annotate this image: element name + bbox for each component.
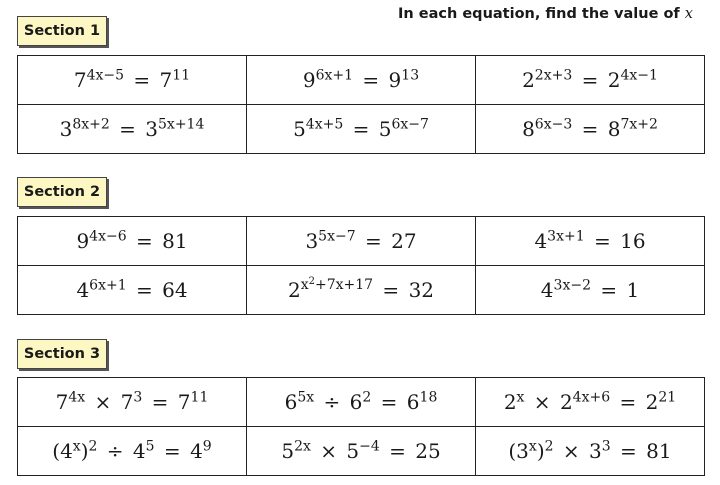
power-term [76, 278, 126, 302]
power-term [52, 439, 80, 463]
section-1-label: Section 1 [17, 16, 107, 46]
base: 3 [145, 117, 159, 141]
base: 6 [349, 390, 363, 414]
base: 5 [293, 117, 306, 141]
section-2-table [17, 216, 705, 315]
power-term [620, 229, 645, 253]
equation-cell [476, 56, 705, 105]
exponent: 3x+1 [547, 228, 585, 245]
power-term [76, 229, 126, 253]
operator: = [376, 278, 406, 302]
base: 3 [305, 229, 319, 253]
exponent: x [516, 389, 525, 406]
operator: = [127, 68, 157, 92]
equation-cell [476, 217, 705, 266]
equation-cell [476, 266, 705, 315]
equation-cell [18, 427, 247, 476]
operator: × [527, 390, 557, 414]
exponent: x [72, 438, 81, 455]
operator: = [358, 229, 389, 253]
base: 7 [159, 68, 173, 92]
operator: = [593, 278, 624, 302]
exponent: 6x+1 [315, 67, 354, 84]
operator: = [575, 117, 605, 141]
equation-cell [476, 105, 705, 154]
power-term [560, 390, 610, 414]
operator: × [88, 390, 118, 414]
base: 32 [408, 278, 435, 302]
power-term [391, 229, 416, 253]
power-term [281, 439, 311, 463]
exponent: 9 [202, 438, 212, 455]
power-term [379, 117, 429, 141]
exponent: 2 [362, 389, 372, 406]
power-term [415, 439, 440, 463]
exponent: 18 [419, 389, 438, 406]
instruction-label: In each equation, find the value of [398, 6, 680, 22]
exponent: 4x−5 [86, 67, 125, 84]
base: ) [536, 439, 545, 463]
equation-cell [476, 427, 705, 476]
base: 8 [522, 117, 535, 141]
operator: = [374, 390, 404, 414]
power-term [285, 390, 315, 414]
equation-cell [476, 378, 705, 427]
base: 5 [281, 439, 295, 463]
base: 3 [589, 439, 602, 463]
table-row [18, 56, 705, 105]
base: (4 [52, 439, 73, 463]
exponent: 7x+2 [620, 116, 658, 133]
table-row [18, 378, 705, 427]
exponent: 5x−7 [318, 228, 356, 245]
equation-cell [247, 217, 476, 266]
power-term [160, 68, 191, 92]
exponent: 4x−1 [620, 67, 658, 84]
base: 4 [76, 278, 90, 302]
power-term [190, 439, 212, 463]
base: 5 [346, 439, 360, 463]
power-term [508, 439, 536, 463]
power-term [409, 278, 434, 302]
exponent: 2x [294, 438, 311, 455]
base: 5 [378, 117, 392, 141]
power-term [646, 390, 677, 414]
power-term [60, 117, 110, 141]
base: 8 [607, 117, 621, 141]
section-1-table [17, 55, 705, 154]
base: (3 [508, 439, 529, 463]
equation-cell [247, 105, 476, 154]
exponent: 11 [190, 389, 209, 406]
exponent: 11 [172, 67, 191, 84]
section-2-label: Section 2 [17, 177, 107, 207]
base: 1 [626, 278, 640, 302]
operator: = [346, 117, 376, 141]
power-term [121, 390, 143, 414]
exponent: 3 [133, 389, 143, 406]
power-term [162, 229, 187, 253]
equation-cell [18, 105, 247, 154]
exponent: 2x+3 [534, 67, 573, 84]
equation-cell [247, 56, 476, 105]
table-row [18, 427, 705, 476]
base: 3 [59, 117, 73, 141]
exponent: 21 [658, 389, 677, 406]
power-term [522, 68, 572, 92]
base: 2 [559, 390, 573, 414]
equation-cell [18, 266, 247, 315]
base: 27 [391, 229, 417, 253]
instruction-variable: x [684, 6, 693, 22]
exponent: 6x+1 [89, 277, 127, 294]
operator: = [129, 278, 160, 302]
power-term [389, 68, 420, 92]
operator: ÷ [317, 390, 347, 414]
base: 9 [76, 229, 90, 253]
exponent: 4x+5 [305, 116, 344, 133]
base: 81 [162, 229, 188, 253]
operator: = [613, 390, 643, 414]
instruction-text [398, 6, 693, 22]
base: 9 [302, 68, 316, 92]
operator: = [356, 68, 386, 92]
power-term [133, 439, 155, 463]
power-term [589, 439, 611, 463]
power-term [504, 390, 525, 414]
exponent: 2 [88, 438, 98, 455]
base: 4 [190, 439, 203, 463]
base: 7 [73, 68, 87, 92]
power-term [74, 68, 124, 92]
equation-cell [18, 217, 247, 266]
exponent: x2+7x+17 [300, 276, 374, 294]
operator: = [145, 390, 175, 414]
operator: = [157, 439, 188, 463]
base: 4 [540, 278, 554, 302]
power-term [407, 390, 438, 414]
operator: = [382, 439, 413, 463]
equation-cell [247, 427, 476, 476]
operator: = [112, 117, 143, 141]
nested-exponent: 2 [308, 276, 315, 288]
exponent: 4x+6 [572, 389, 611, 406]
equation-cell [18, 378, 247, 427]
exponent: 3 [601, 438, 611, 455]
power-term [608, 68, 658, 92]
power-term [178, 390, 209, 414]
power-term [346, 439, 379, 463]
power-term [305, 229, 355, 253]
power-term [293, 117, 343, 141]
exponent: 5x [297, 389, 315, 406]
power-term [626, 278, 639, 302]
operator: × [556, 439, 587, 463]
base: 6 [406, 390, 420, 414]
exponent: 4x [68, 389, 86, 406]
base: 2 [645, 390, 659, 414]
exponent: 8x+2 [72, 116, 110, 133]
exponent: 4x−6 [89, 228, 127, 245]
power-term [288, 278, 373, 302]
base: 25 [415, 439, 441, 463]
power-term [81, 439, 98, 463]
exponent: 6x−3 [534, 116, 573, 133]
base: 7 [177, 390, 191, 414]
base: 9 [388, 68, 402, 92]
power-term [162, 278, 187, 302]
power-term [608, 117, 658, 141]
equation-cell [18, 56, 247, 105]
exponent: 6x−7 [391, 116, 429, 133]
table-row [18, 266, 705, 315]
operator: ÷ [100, 439, 130, 463]
base: 2 [287, 278, 301, 302]
power-term [646, 439, 671, 463]
table-row [18, 105, 705, 154]
exponent: −4 [359, 438, 380, 455]
base: 4 [534, 229, 548, 253]
base: ) [80, 439, 89, 463]
equation-cell [247, 266, 476, 315]
power-term [56, 390, 86, 414]
exponent: 13 [401, 67, 420, 84]
power-term [537, 439, 554, 463]
power-term [522, 117, 572, 141]
base: 2 [607, 68, 621, 92]
exponent: x [528, 438, 537, 455]
power-term [303, 68, 353, 92]
base: 2 [522, 68, 535, 92]
operator: = [613, 439, 644, 463]
operator: = [129, 229, 160, 253]
base: 2 [503, 390, 517, 414]
base: 64 [162, 278, 188, 302]
exponent: 3x−2 [553, 277, 591, 294]
power-term [145, 117, 204, 141]
power-term [541, 278, 591, 302]
operator: × [313, 439, 344, 463]
base: 16 [620, 229, 646, 253]
power-term [534, 229, 584, 253]
section-3-table [17, 377, 705, 476]
table-row [18, 217, 705, 266]
exponent: 2 [544, 438, 554, 455]
base: 81 [646, 439, 672, 463]
base: 7 [120, 390, 134, 414]
operator: = [575, 68, 605, 92]
exponent: 5 [145, 438, 155, 455]
power-term [350, 390, 372, 414]
equation-cell [247, 378, 476, 427]
exponent: 5x+14 [158, 116, 205, 133]
section-3-label: Section 3 [17, 339, 107, 369]
operator: = [587, 229, 618, 253]
base: 7 [55, 390, 69, 414]
base: 6 [284, 390, 298, 414]
base: 4 [132, 439, 146, 463]
